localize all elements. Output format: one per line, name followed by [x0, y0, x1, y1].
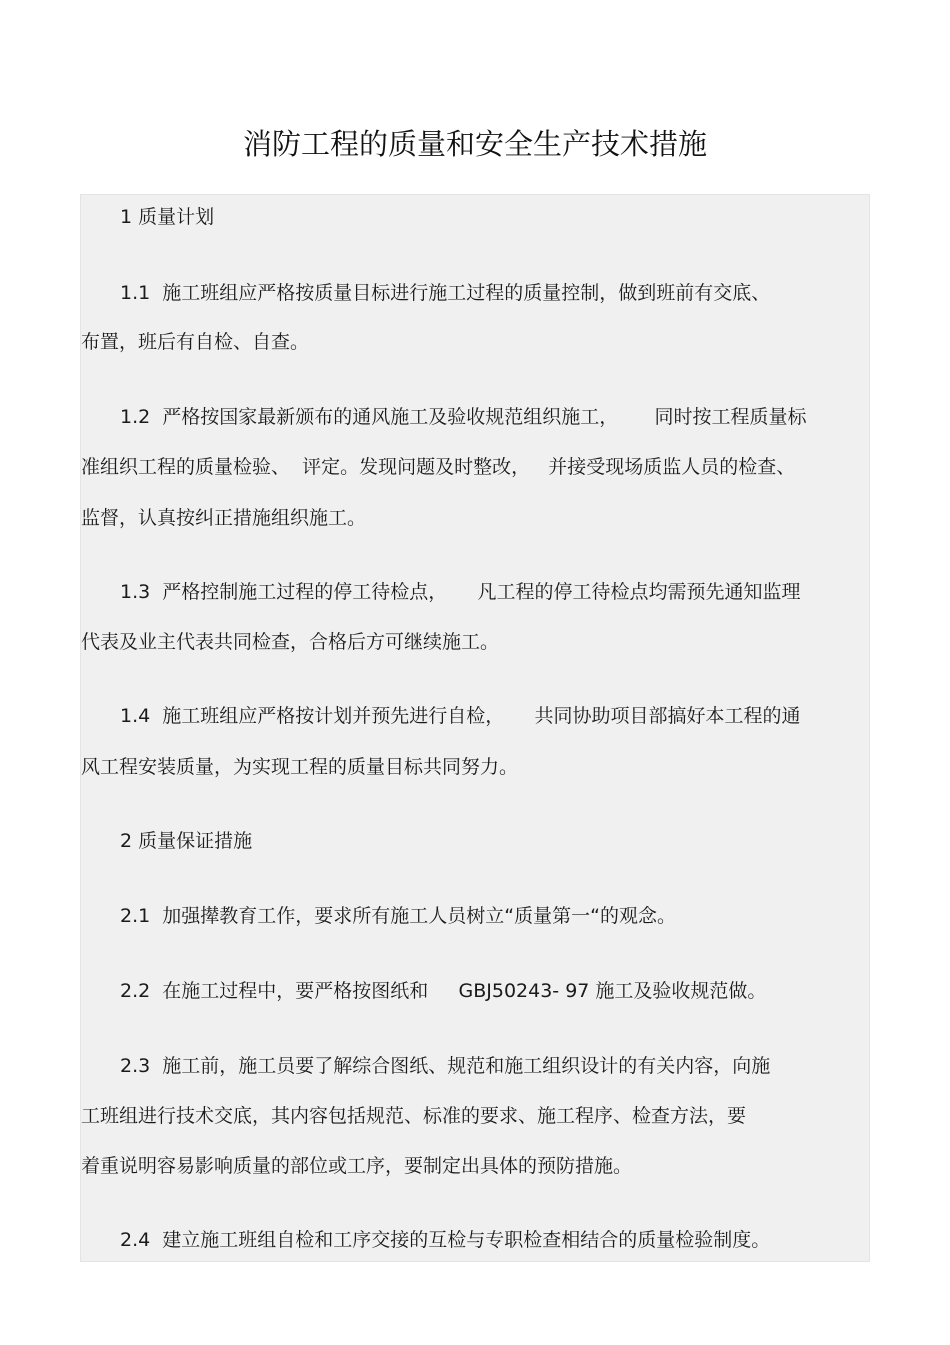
paragraph-line: 布置，班后有自检、自查。: [81, 331, 310, 353]
paragraph-line: 1.4 施工班组应严格按计划并预先进行自检， 共同协助项目部搞好本工程的通: [120, 705, 801, 727]
paragraph-line: 2.3 施工前，施工员要了解综合图纸、规范和施工组织设计的有关内容，向施: [120, 1055, 771, 1077]
paragraph-line: 着重说明容易影响质量的部位或工序，要制定出具体的预防措施。: [81, 1155, 633, 1177]
paragraph-line: 风工程安装质量，为实现工程的质量目标共同努力。: [81, 756, 519, 778]
section-heading-2: 2 质量保证措施: [120, 830, 253, 852]
paragraph-line: 1.3 严格控制施工过程的停工待检点， 凡工程的停工待检点均需预先通知监理: [120, 581, 801, 603]
section-heading-1: 1 质量计划: [120, 206, 215, 228]
paragraph-line: 2.4 建立施工班组自检和工序交接的互检与专职检查相结合的质量检验制度。: [120, 1229, 771, 1251]
paragraph-line: 准组织工程的质量检验、 评定。发现问题及时整改， 并接受现场质监人员的检查、: [81, 456, 796, 478]
paragraph-line: 2.2 在施工过程中，要严格按图纸和 GBJ50243- 97 施工及验收规范做。: [120, 980, 767, 1002]
document-title: 消防工程的质量和安全生产技术措施: [242, 127, 707, 161]
paragraph-line: 2.1 加强撵教育工作，要求所有施工人员树立“质量第一“的观念。: [120, 905, 676, 927]
paragraph-line: 代表及业主代表共同检查，合格后方可继续施工。: [81, 631, 500, 653]
paragraph-line: 1.2 严格按国家最新颁布的通风施工及验收规范组织施工， 同时按工程质量标: [120, 406, 807, 428]
paragraph-line: 工班组进行技术交底，其内容包括规范、标准的要求、施工程序、检查方法，要: [81, 1105, 747, 1127]
paragraph-line: 1.1 施工班组应严格按质量目标进行施工过程的质量控制，做到班前有交底、: [120, 282, 771, 304]
paragraph-line: 监督，认真按纠正措施组织施工。: [81, 507, 367, 529]
